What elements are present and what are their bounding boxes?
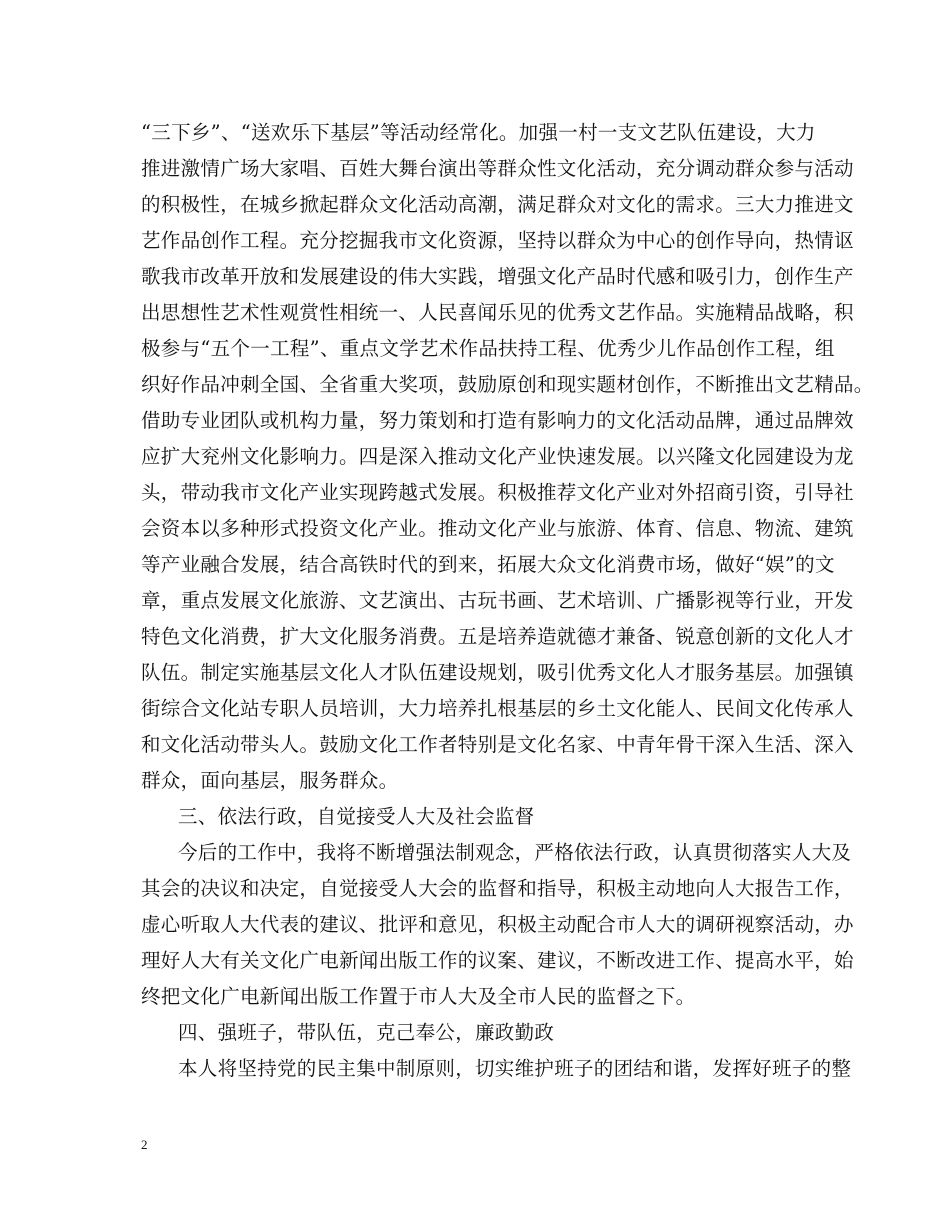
text-line: 章，重点发展文化旅游、文艺演出、古玩书画、艺术培训、广播影视等行业，开发: [141, 589, 854, 612]
text-line: 和文化活动带头人。鼓励文化工作者特别是文化名家、中青年骨干深入生活、深入: [141, 733, 854, 756]
page-number: 2: [141, 1137, 148, 1152]
text-line: 街综合文化站专职人员培训，大力培养扎根基层的乡土文化能人、民间文化传承人: [141, 697, 854, 720]
text-line: 今后的工作中，我将不断增强法制观念，严格依法行政，认真贯彻落实人大及: [178, 841, 852, 864]
text-line: 头，带动我市文化产业实现跨越式发展。积极推荐文化产业对外招商引资，引导社: [141, 481, 854, 504]
text-line: 出思想性艺术性观赏性相统一、人民喜闻乐见的优秀文艺作品。实施精品战略，积: [141, 301, 854, 324]
text-line: 虚心听取人大代表的建议、批评和意见，积极主动配合市人大的调研视察活动，办: [141, 913, 854, 936]
text-line: 的积极性，在城乡掀起群众文化活动高潮，满足群众对文化的需求。三大力推进文: [141, 193, 854, 216]
section-heading: 四、强班子，带队伍，克己奉公，廉政勤政: [178, 1021, 555, 1044]
text-line: 特色文化消费，扩大文化服务消费。五是培养造就德才兼备、锐意创新的文化人才: [141, 625, 854, 648]
section-heading: 三、依法行政，自觉接受人大及社会监督: [178, 805, 535, 828]
text-line: 本人将坚持党的民主集中制原则，切实维护班子的团结和谐，发挥好班子的整: [178, 1057, 852, 1080]
text-line: 理好人大有关文化广电新闻出版工作的议案、建议，不断改进工作、提高水平，始: [141, 949, 854, 972]
text-line: 织好作品冲刺全国、全省重大奖项，鼓励原创和现实题材创作，不断推出文艺精品。: [141, 373, 874, 396]
text-line: 应扩大兖州文化影响力。四是深入推动文化产业快速发展。以兴隆文化园建设为龙: [141, 445, 854, 468]
text-line: 其会的决议和决定，自觉接受人大会的监督和指导，积极主动地向人大报告工作，: [141, 877, 854, 900]
text-line: 会资本以多种形式投资文化产业。推动文化产业与旅游、体育、信息、物流、建筑: [141, 517, 854, 540]
text-line: 等产业融合发展，结合高铁时代的到来，拓展大众文化消费市场，做好“娱”的文: [141, 553, 835, 576]
text-line: 借助专业团队或机构力量，努力策划和打造有影响力的文化活动品牌，通过品牌效: [141, 409, 854, 432]
text-line: “三下乡”、“送欢乐下基层”等活动经常化。加强一村一支文艺队伍建设，大力: [141, 121, 816, 144]
text-line: 队伍。制定实施基层文化人才队伍建设规划，吸引优秀文化人才服务基层。加强镇: [141, 661, 854, 684]
text-line: 推进激情广场大家唱、百姓大舞台演出等群众性文化活动，充分调动群众参与活动: [141, 157, 854, 180]
text-line: 歌我市改革开放和发展建设的伟大实践，增强文化产品时代感和吸引力，创作生产: [141, 265, 854, 288]
text-line: 极参与“五个一工程”、重点文学艺术作品扶持工程、优秀少儿作品创作工程，组: [141, 337, 835, 360]
text-line: 群众，面向基层，服务群众。: [141, 769, 399, 792]
text-line: 终把文化广电新闻出版工作置于市人大及全市人民的监督之下。: [141, 985, 696, 1008]
text-line: 艺作品创作工程。充分挖掘我市文化资源，坚持以群众为中心的创作导向，热情讴: [141, 229, 854, 252]
